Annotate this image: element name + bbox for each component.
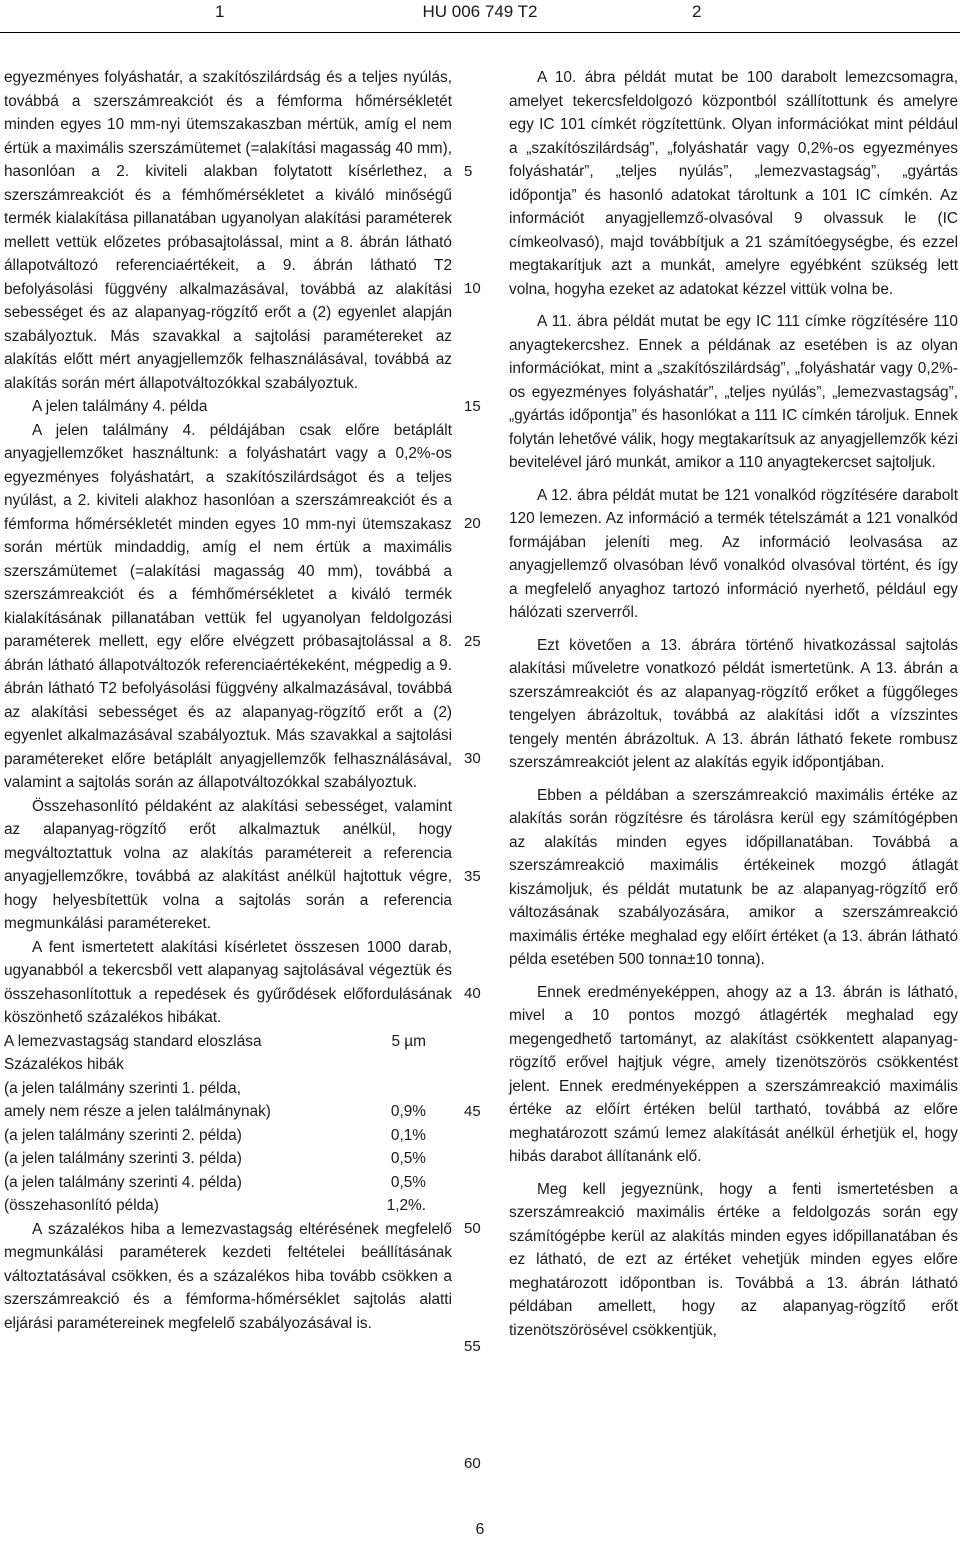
line-number: 35 bbox=[464, 868, 481, 885]
table-row bbox=[4, 1194, 452, 1218]
line-number: 50 bbox=[464, 1220, 481, 1237]
paragraph: Ezt követően a 13. ábrára történő hivatkozással sajtolás alakítási műveletre vonatkozó példát ismertetünk. A 13. ábrán a szerszámreakciót és az alapanyag-rögzítő erőket a függőleges tengelyen ábrázoltuk, továbbá az alakítási időt a vízszintes tengely mentén ábrázoltuk. A 13. ábrán látható fekete rombusz szerszámreakciót jelent az alakítás egyik időpontjában. bbox=[509, 636, 958, 771]
row-value: 0,5% bbox=[390, 1173, 426, 1191]
header-rule bbox=[0, 32, 960, 33]
example-heading: A jelen találmány 4. példa bbox=[32, 398, 208, 415]
paragraph: A fent ismertetett alakítási kísérletet összesen 1000 darab, ugyanabból a tekercsből vett alapanyag sajtolásával végeztük és összehasonlítottuk a repedések és gyűrődések előfordulásának köszönhető százalékos hibákat. bbox=[4, 938, 452, 1026]
paragraph: Összehasonlító példaként az alakítási sebességet, valamint az alapanyag-rögzítő erőt alkalmaztuk anélkül, hogy megváltoztattuk volna az alakítás paramétereit a referencia anyagjellemzőkre, továbbá az alakítást anélkül hajtottuk végre, hogy helyesbítettük volna a sajtolás során a referencia megmunkálási paramétereket. bbox=[4, 797, 452, 932]
right-page-number: 2 bbox=[692, 2, 702, 21]
line-number: 25 bbox=[464, 633, 481, 650]
row-value bbox=[426, 1077, 452, 1101]
table-row bbox=[4, 1124, 452, 1148]
table-row bbox=[4, 1077, 452, 1101]
paragraph: Ebben a példában a szerszámreakció maximális értéke az alakítás során rögzítésre és tárolásra kerül egy számítógépben az alakítás minden egyes időpillanatában. Továbbá a szerszámreakció maximális értékeinek mozgó átlagát kiszámoljuk, és példát mutatunk be az alapanyag-rögzítő erő változásának szabályozására, amikor a szerszámreakció maximális értéke meghalad egy előírt értéket (a 13. ábrán látható példa esetében 500 tonna±10 tonna). bbox=[509, 786, 958, 968]
paragraph: A 10. ábra példát mutat be 100 darabolt lemezcsomagra, amelyet tekercsfeldolgozó központból szállítottunk és amelyre egy IC 101 címkét rögzítettünk. Olyan információkat mint például a „szakítószilárdság”, „folyáshatár vagy 0,2%-os egyezményes folyáshatár”, „teljes nyúlás”, „lemezvastagság”, „gyártás időpontja” és hasonló adatokat tároltunk a 101 IC címkén. Az információt anyagjellemző-olvasóval 9 olvassuk le (IC címkeolvasó), majd továbbítjuk a 21 számítóegységbe, és ezzel megtakarítjuk azt a munkát, amelyre egyébként szükség lett volna, hogyha ezeket az adatokat kézzel vittük volna be. bbox=[509, 69, 958, 298]
paragraph: Meg kell jegyeznünk, hogy a fenti ismertetésben a szerszámreakció maximális értéke a feldolgozás során egy számítógépbe kerül az alakítás minden egyes időpillanatában és ez látható, de ezt az értéket vehetjük minden egyes előre meghatározott időpontban is. Továbbá a 13. ábrán látható példában amellett, hogy az alapanyag-rögzítő erőt tizenötszörösével csökkentjük, bbox=[509, 1180, 958, 1339]
paragraph: egyezményes folyáshatár, a szakítószilárdság és a teljes nyúlás, továbbá a szerszámreakciót és a fémforma hőmérsékletét minden egyes 10 mm-nyi ütemszakaszban mértük, amíg el nem értük a maximális szerszámütemet (=alakítási magasság 40 mm), hasonlóan a 2. kiviteli alakban folytatott kísérlethez, a szerszámreakciót és a fémhőmérsékletet a kiváló minőségű termék kialakítása pillanatában ugyanolyan alakítási paraméterek mellett vettük előzetes próbasajtolással, mint a 8. ábrán látható állapotváltozó referenciaértékeit, a 9. ábrán látható T2 befolyásolási függvény alkalmazásával, továbbá az alakítási sebességet és az alapanyag-rögzítő erőt a (2) egyenlet alapján szabályoztuk. Más szavakkal a sajtolási paramétereket az alakítás előtt mért anyagjellemzők felhasználásával, továbbá az alakítás során mért állapotváltozókkal szabályoztuk. bbox=[4, 69, 452, 392]
table-row bbox=[4, 1030, 452, 1054]
row-label: (a jelen találmány szerinti 2. példa) bbox=[4, 1126, 242, 1144]
paragraph: A százalékos hiba a lemezvastagság eltérésének megfelelő megmunkálási paraméterek kezdeti feltételei beállításának változtatásával csökken, és a százalékos hiba tovább csökken a szerszámreakció és a fémforma-hőmérséklet sajtolás alatti eljárási paramétereinek megfelelő szabályozásával is. bbox=[4, 1220, 452, 1332]
row-value: 1,2%. bbox=[386, 1197, 426, 1214]
row-value: 0,9% bbox=[390, 1103, 426, 1120]
percent-defects-title: Százalékos hibák bbox=[4, 1056, 124, 1073]
paragraph: A jelen találmány 4. példájában csak előre betáplált anyagjellemzőket használtunk: a folyáshatárt vagy a 0,2%-os egyezményes folyáshatárt, a szakítószilárdságot és a teljes nyúlást, a 2. kiviteli alakhoz hasonlóan a szerszámreakciót és a fémforma hőmérsékletét minden egyes 10 mm-nyi ütemszakasz során mértük mindaddig, amíg el nem értük a maximális szerszámütemet (=alakítási magasság 40 mm), továbbá a szerszámreakciót és a fémhőmérsékletet a kiváló termék kialakításának pillanatában vettük fel ugyanolyan feldolgozási paraméterek mellett, egy előre elvégzett próbasajtolással a 8. ábrán látható állapotváltozók referenciaértékeként, mégpedig a 9. ábrán látható T2 befolyásolási függvény alkalmazásával, továbbá az alakítási sebességet és az alapanyag-rögzítő erőt a (2) egyenlet alkalmazásával szabályoztuk. Más szavakkal a sajtolási paramétereket előre betáplált anyagjellemzők felhasználásával, valamint a sajtolás során az állapotváltozókkal szabályoztuk. bbox=[4, 421, 452, 791]
defect-table bbox=[4, 1030, 452, 1218]
line-number: 45 bbox=[464, 1103, 481, 1120]
row-value: 0,1% bbox=[390, 1126, 426, 1144]
paragraph: Ennek eredményeképpen, ahogy az a 13. ábrán is látható, mivel a 10 pontos mozgó átlagérték meghalad egy megengedhető tartományt, az alakítást csökkentett alapanyag-rögzítő erővel hajtjuk végre, amely tizenötszörös csökkentést jelent. Ennek eredményeképpen a szerszámreakció maximális értéke az előírt értéken belül tartható, továbbá az előre meghatározott számú lemez alakítását anélkül érhetjük el, hogy hibás darabot állítanánk elő. bbox=[509, 983, 958, 1165]
page-number-footer: 6 bbox=[475, 1521, 485, 1538]
std-value: 5 µm bbox=[391, 1032, 426, 1050]
paragraph: A 12. ábra példát mutat be 121 vonalkód rögzítésére darabolt 120 lemezen. Az információ a termék tételszámát a 121 vonalkód formájában jeleníti meg. Az információ leolvasása az anyagjellemző olvasóban lévő vonalkód olvasóval történt, és így a megfelelő anyaghoz tartozó információ nyerhető, például egy hálózati szerverről. bbox=[509, 486, 958, 621]
row-label: (a jelen találmány szerinti 1. példa, bbox=[4, 1079, 241, 1097]
line-number: 30 bbox=[464, 750, 481, 767]
line-number: 20 bbox=[464, 515, 481, 532]
row-label: amely nem része a jelen találmánynak) bbox=[4, 1103, 271, 1120]
left-column bbox=[4, 66, 452, 1335]
line-number: 60 bbox=[464, 1455, 481, 1472]
line-number: 15 bbox=[464, 398, 481, 415]
patent-number: HU 006 749 T2 bbox=[422, 2, 538, 21]
table-row bbox=[4, 1171, 452, 1195]
row-label: (a jelen találmány szerinti 3. példa) bbox=[4, 1150, 242, 1167]
right-column bbox=[509, 66, 958, 1342]
paragraph: A 11. ábra példát mutat be egy IC 111 címke rögzítésére 110 anyagtekercshez. Ennek a példának az esetében is az olyan információkat, mint a „szakítószilárdság”, „folyáshatár vagy 0,2%-os egyezményes folyáshatár”, „teljes nyúlás”, „lemezvastagság”, „gyártás időpontja” és hasonlókat a 111 IC címkén tároljuk. Ennek folytán lehetővé válik, hogy megtakarítsuk az anyagjellemzők kézi bevitelével járó munkát, amikor a 110 anyagtekercset sajtoljuk. bbox=[509, 313, 958, 471]
line-number: 5 bbox=[464, 163, 473, 180]
line-number: 10 bbox=[464, 280, 481, 297]
row-label: (a jelen találmány szerinti 4. példa) bbox=[4, 1173, 242, 1191]
row-value: 0,5% bbox=[390, 1150, 426, 1167]
table-row bbox=[4, 1100, 452, 1124]
left-page-number: 1 bbox=[215, 2, 225, 21]
std-label: A lemezvastagság standard eloszlása bbox=[4, 1032, 262, 1050]
row-label: (összehasonlító példa) bbox=[4, 1197, 159, 1214]
table-row bbox=[4, 1147, 452, 1171]
line-number: 55 bbox=[464, 1338, 481, 1355]
line-number: 40 bbox=[464, 985, 481, 1002]
